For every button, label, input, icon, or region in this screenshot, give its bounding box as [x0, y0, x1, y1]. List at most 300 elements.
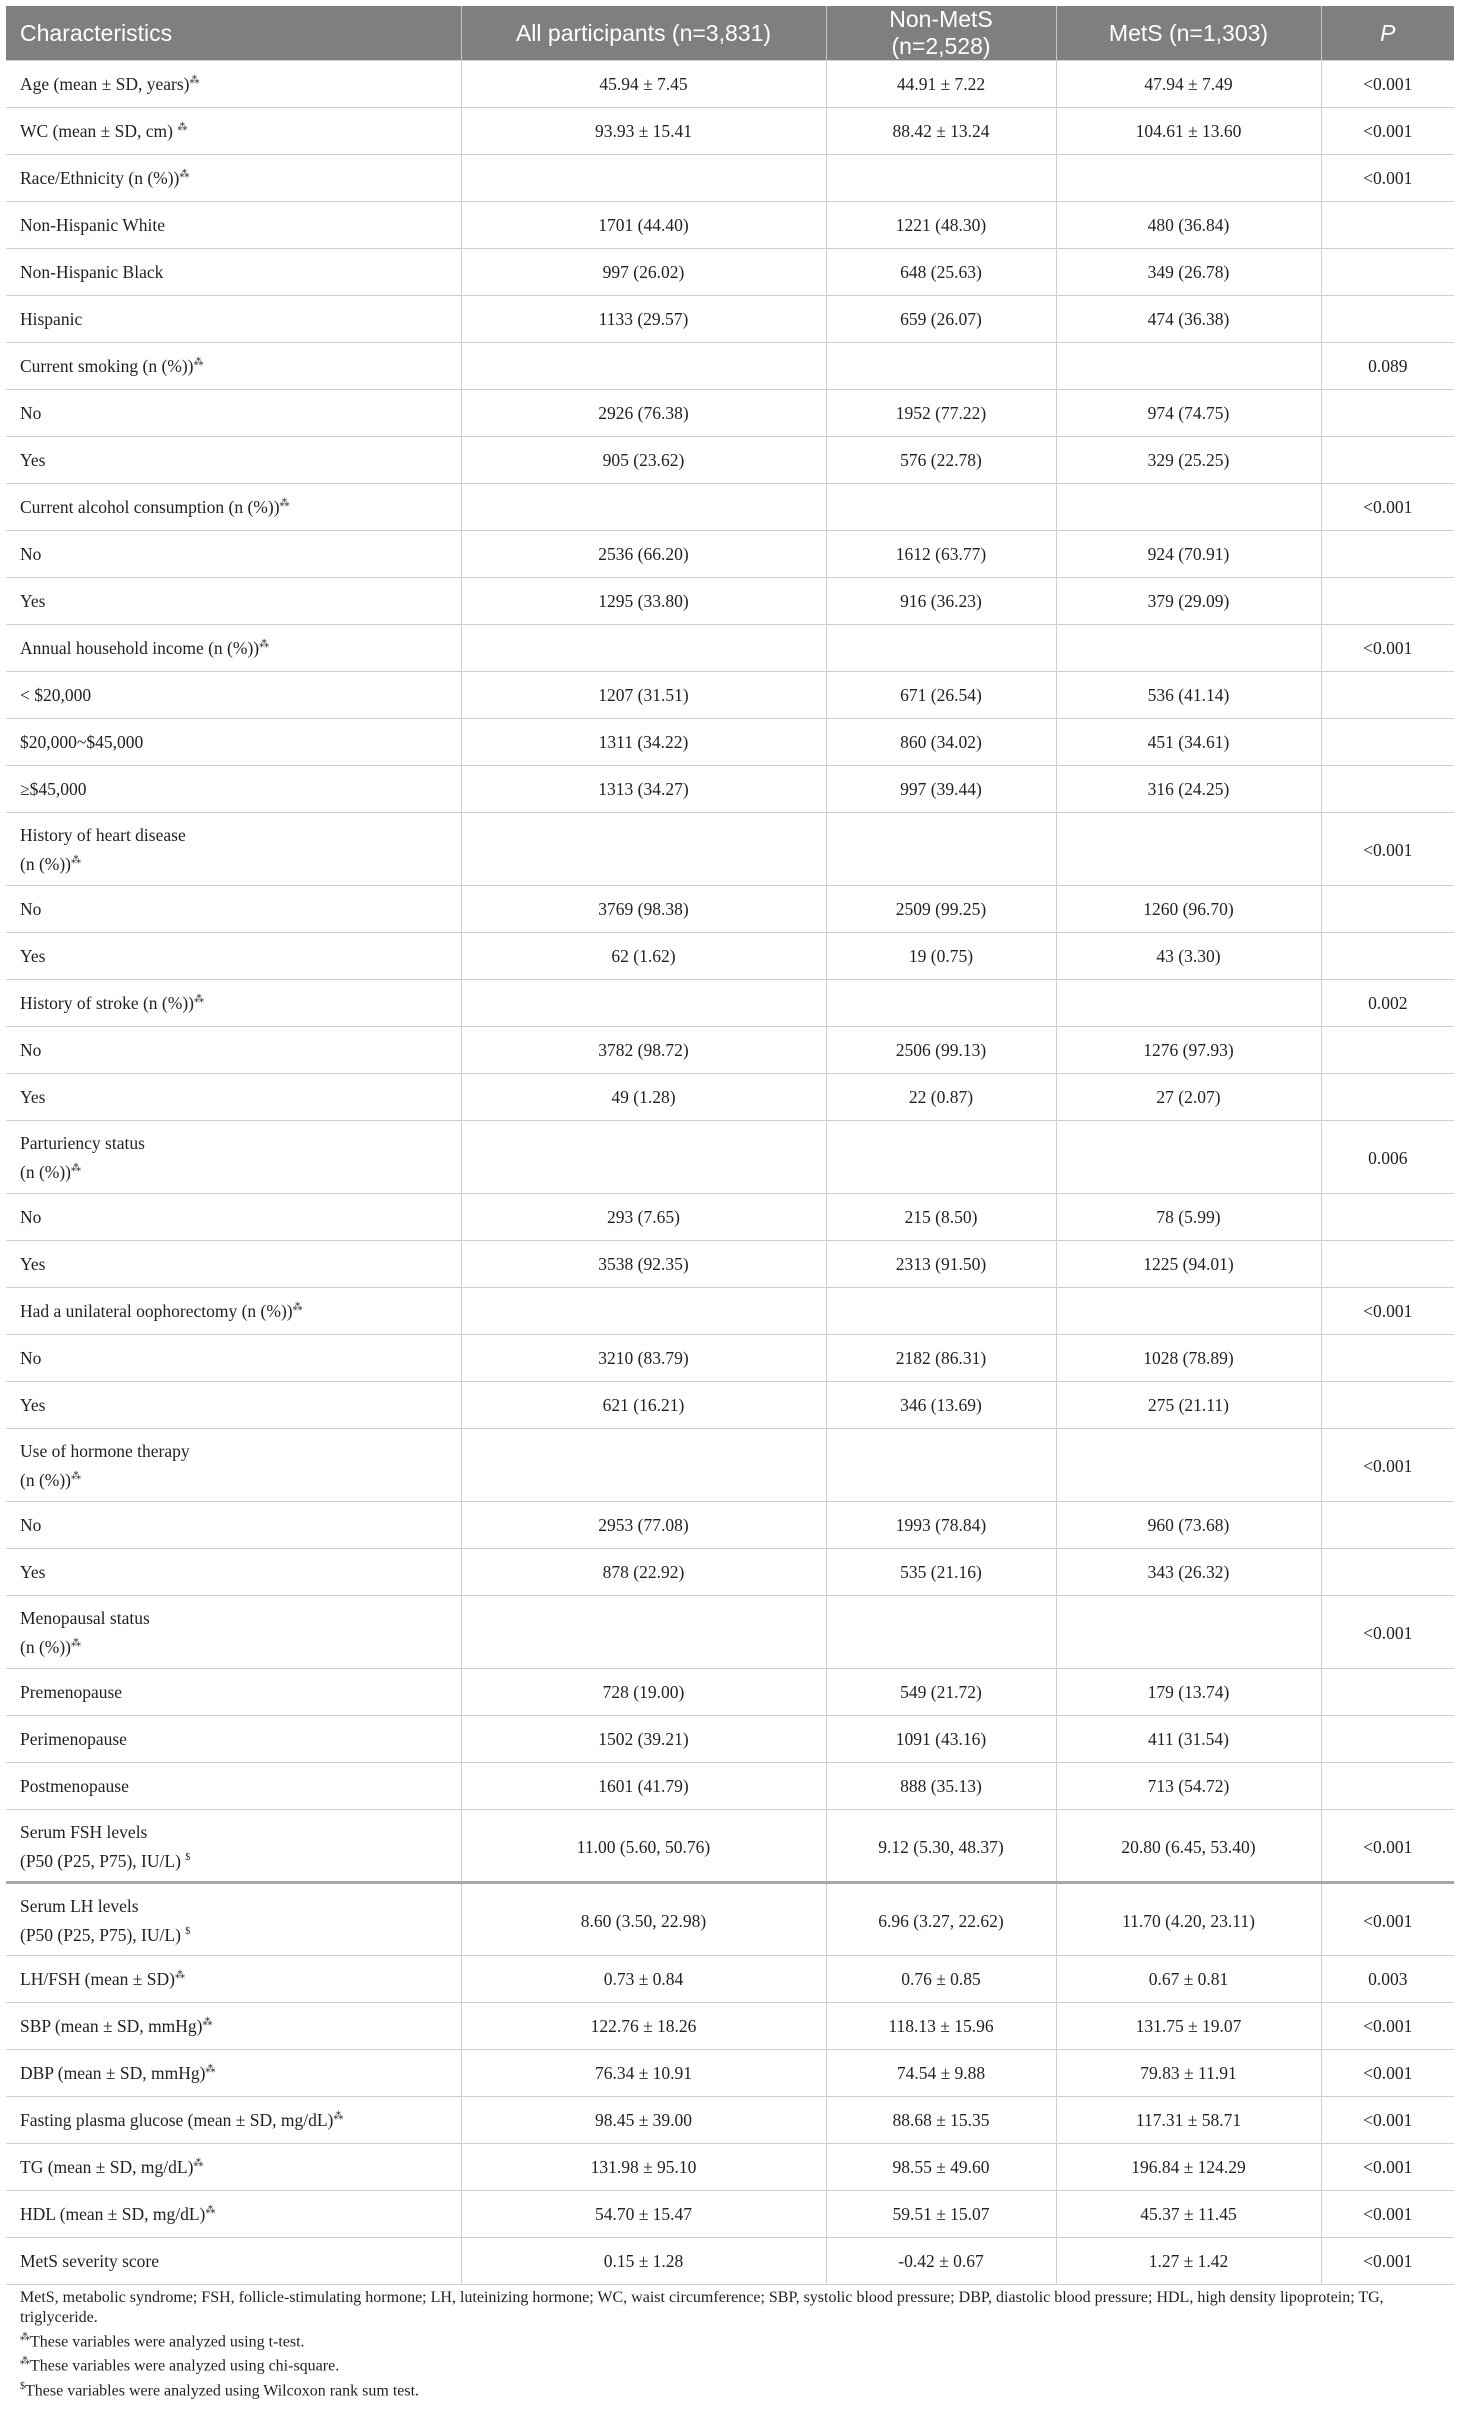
characteristic-cell: [6, 484, 461, 531]
non-mets-cell: 535 (21.16): [826, 1549, 1056, 1596]
table-row: [6, 390, 1454, 437]
non-mets-cell: [826, 1429, 1056, 1502]
characteristic-cell: [6, 1716, 461, 1763]
characteristic-label: No: [20, 402, 42, 423]
footnote-chi-square: [20, 2352, 1450, 2376]
all-participants-cell: 878 (22.92): [461, 1549, 826, 1596]
footnote-text: These variables were analyzed using t-test.: [30, 2333, 305, 2351]
table-row: [6, 1241, 1454, 1288]
footnote-mark: ⁂: [179, 168, 190, 180]
characteristic-label: Current smoking (n (%)): [20, 355, 194, 376]
mets-cell: [1056, 813, 1321, 886]
non-mets-cell: 1993 (78.84): [826, 1502, 1056, 1549]
characteristic-cell: [6, 719, 461, 766]
table-row: [6, 813, 1454, 886]
characteristic-label-line2: (P50 (P25, P75), IU/L): [20, 1850, 186, 1871]
characteristic-cell: [6, 108, 461, 155]
footnote-mark: ⁂: [279, 497, 290, 509]
table-row: [6, 108, 1454, 155]
characteristic-label: Postmenopause: [20, 1775, 129, 1796]
characteristic-label: Premenopause: [20, 1681, 123, 1702]
characteristic-label-line2: (n (%)): [20, 853, 72, 874]
p-value-cell: <0.001: [1321, 61, 1454, 108]
non-mets-cell: 916 (36.23): [826, 578, 1056, 625]
all-participants-cell: 1207 (31.51): [461, 672, 826, 719]
non-mets-cell: 1612 (63.77): [826, 531, 1056, 578]
characteristic-label: Current alcohol consumption (n (%)): [20, 496, 280, 517]
table-row: [6, 202, 1454, 249]
non-mets-cell: [826, 980, 1056, 1027]
table-row: [6, 437, 1454, 484]
characteristic-label: No: [20, 1514, 42, 1535]
all-participants-cell: 1133 (29.57): [461, 296, 826, 343]
mets-cell: 974 (74.75): [1056, 390, 1321, 437]
mets-cell: 480 (36.84): [1056, 202, 1321, 249]
mets-cell: 924 (70.91): [1056, 531, 1321, 578]
table-row: [6, 249, 1454, 296]
table-row: [6, 1810, 1454, 1883]
characteristic-label: History of stroke (n (%)): [20, 992, 194, 1013]
non-mets-cell: 9.12 (5.30, 48.37): [826, 1810, 1056, 1883]
characteristic-label: HDL (mean ± SD, mg/dL): [20, 2203, 206, 2224]
characteristic-cell: [6, 155, 461, 202]
mets-cell: 451 (34.61): [1056, 719, 1321, 766]
all-participants-cell: [461, 980, 826, 1027]
all-participants-cell: 0.15 ± 1.28: [461, 2238, 826, 2285]
p-value-cell: [1321, 1549, 1454, 1596]
non-mets-cell: 2313 (91.50): [826, 1241, 1056, 1288]
mets-cell: [1056, 343, 1321, 390]
mets-cell: [1056, 980, 1321, 1027]
mets-cell: 131.75 ± 19.07: [1056, 2003, 1321, 2050]
table-row: [6, 1335, 1454, 1382]
non-mets-cell: 2506 (99.13): [826, 1027, 1056, 1074]
characteristic-cell: [6, 813, 461, 886]
p-value-cell: [1321, 1716, 1454, 1763]
p-value-cell: [1321, 933, 1454, 980]
mets-cell: [1056, 1288, 1321, 1335]
non-mets-cell: 1091 (43.16): [826, 1716, 1056, 1763]
all-participants-cell: 122.76 ± 18.26: [461, 2003, 826, 2050]
characteristic-label: No: [20, 1039, 42, 1060]
all-participants-cell: 2926 (76.38): [461, 390, 826, 437]
characteristic-cell: [6, 437, 461, 484]
characteristic-label-line2: (n (%)): [20, 1161, 72, 1182]
footnote-mark: ⁂: [174, 1969, 185, 1981]
mets-cell: 1260 (96.70): [1056, 886, 1321, 933]
non-mets-cell: 2509 (99.25): [826, 886, 1056, 933]
table-row: [6, 980, 1454, 1027]
characteristic-label: SBP (mean ± SD, mmHg): [20, 2015, 203, 2036]
footnote-wilcoxon: [20, 2377, 1450, 2401]
header-p-value: P: [1380, 19, 1396, 46]
table-row: [6, 2191, 1454, 2238]
table-row: [6, 1549, 1454, 1596]
p-value-cell: [1321, 766, 1454, 813]
footnote-mark: ⁂: [189, 74, 200, 86]
characteristic-cell: [6, 249, 461, 296]
table-row: [6, 2238, 1454, 2285]
p-value-cell: <0.001: [1321, 1429, 1454, 1502]
characteristic-cell: [6, 531, 461, 578]
p-value-cell: [1321, 1669, 1454, 1716]
characteristic-cell: [6, 1288, 461, 1335]
table-row: [6, 886, 1454, 933]
characteristic-cell: [6, 2097, 461, 2144]
characteristic-label: No: [20, 1206, 42, 1227]
table-footnotes: [20, 2288, 1450, 2401]
table-row: [6, 1382, 1454, 1429]
non-mets-cell: 860 (34.02): [826, 719, 1056, 766]
characteristic-label-line2: (n (%)): [20, 1469, 72, 1490]
characteristic-cell: [6, 1382, 461, 1429]
table-row: [6, 1763, 1454, 1810]
mets-cell: [1056, 1596, 1321, 1669]
characteristic-cell: [6, 2144, 461, 2191]
all-participants-cell: 1295 (33.80): [461, 578, 826, 625]
header-mets: MetS (n=1,303): [1056, 6, 1321, 61]
all-participants-cell: 11.00 (5.60, 50.76): [461, 1810, 826, 1883]
mets-cell: 27 (2.07): [1056, 1074, 1321, 1121]
table-row: [6, 625, 1454, 672]
mets-cell: 411 (31.54): [1056, 1716, 1321, 1763]
characteristic-cell: [6, 1883, 461, 1956]
non-mets-cell: [826, 155, 1056, 202]
all-participants-cell: [461, 1288, 826, 1335]
mets-cell: 329 (25.25): [1056, 437, 1321, 484]
table-row: [6, 1956, 1454, 2003]
characteristic-label: Menopausal status: [20, 1608, 150, 1628]
mets-cell: 275 (21.11): [1056, 1382, 1321, 1429]
footnote-mark: ⁂: [205, 2204, 216, 2216]
mets-cell: [1056, 1121, 1321, 1194]
table-row: [6, 343, 1454, 390]
header-all-participants: All participants (n=3,831): [461, 6, 826, 61]
all-participants-cell: [461, 813, 826, 886]
p-value-cell: 0.002: [1321, 980, 1454, 1027]
characteristic-cell: [6, 1502, 461, 1549]
p-value-cell: 0.089: [1321, 343, 1454, 390]
all-participants-cell: 2536 (66.20): [461, 531, 826, 578]
table-row: [6, 1288, 1454, 1335]
all-participants-cell: 3210 (83.79): [461, 1335, 826, 1382]
mets-cell: 196.84 ± 124.29: [1056, 2144, 1321, 2191]
all-participants-cell: 997 (26.02): [461, 249, 826, 296]
footnote-mark: ⁂: [177, 121, 188, 133]
all-participants-cell: 293 (7.65): [461, 1194, 826, 1241]
mets-cell: 713 (54.72): [1056, 1763, 1321, 1810]
table-row: [6, 1502, 1454, 1549]
non-mets-cell: 215 (8.50): [826, 1194, 1056, 1241]
mets-cell: [1056, 155, 1321, 202]
non-mets-cell: [826, 1288, 1056, 1335]
all-participants-cell: [461, 625, 826, 672]
mets-cell: 104.61 ± 13.60: [1056, 108, 1321, 155]
non-mets-cell: 22 (0.87): [826, 1074, 1056, 1121]
characteristic-label: Race/Ethnicity (n (%)): [20, 167, 180, 188]
all-participants-cell: 1502 (39.21): [461, 1716, 826, 1763]
footnote-mark: ⁂: [193, 2157, 204, 2169]
all-participants-cell: 1311 (34.22): [461, 719, 826, 766]
characteristic-cell: [6, 1763, 461, 1810]
footnote-mark: ⁂: [71, 1471, 82, 1482]
p-value-cell: <0.001: [1321, 1596, 1454, 1669]
mets-cell: 349 (26.78): [1056, 249, 1321, 296]
all-participants-cell: 93.93 ± 15.41: [461, 108, 826, 155]
characteristic-cell: [6, 296, 461, 343]
p-value-cell: <0.001: [1321, 2097, 1454, 2144]
all-participants-cell: 2953 (77.08): [461, 1502, 826, 1549]
p-value-cell: [1321, 719, 1454, 766]
all-participants-cell: 1313 (34.27): [461, 766, 826, 813]
characteristic-label: Yes: [20, 1561, 46, 1582]
p-value-cell: <0.001: [1321, 1288, 1454, 1335]
table-row: [6, 1074, 1454, 1121]
all-participants-cell: 0.73 ± 0.84: [461, 1956, 826, 2003]
table-row: [6, 61, 1454, 108]
characteristic-label-line2: (n (%)): [20, 1636, 72, 1657]
p-value-cell: [1321, 1335, 1454, 1382]
characteristic-label: Yes: [20, 1253, 46, 1274]
characteristic-cell: [6, 202, 461, 249]
characteristic-cell: [6, 1074, 461, 1121]
p-value-cell: <0.001: [1321, 1810, 1454, 1883]
table-row: [6, 2003, 1454, 2050]
non-mets-cell: 576 (22.78): [826, 437, 1056, 484]
non-mets-cell: 88.42 ± 13.24: [826, 108, 1056, 155]
all-participants-cell: 8.60 (3.50, 22.98): [461, 1883, 826, 1956]
table-row: [6, 1596, 1454, 1669]
table-row: [6, 719, 1454, 766]
mets-cell: 45.37 ± 11.45: [1056, 2191, 1321, 2238]
p-value-cell: [1321, 1382, 1454, 1429]
p-value-cell: <0.001: [1321, 2238, 1454, 2285]
non-mets-cell: 44.91 ± 7.22: [826, 61, 1056, 108]
characteristic-label: Use of hormone therapy: [20, 1441, 190, 1461]
non-mets-cell: [826, 343, 1056, 390]
all-participants-cell: 621 (16.21): [461, 1382, 826, 1429]
p-value-cell: 0.003: [1321, 1956, 1454, 2003]
p-value-cell: <0.001: [1321, 2003, 1454, 2050]
characteristic-cell: [6, 61, 461, 108]
table-row: [6, 1121, 1454, 1194]
characteristic-label: Yes: [20, 1086, 46, 1107]
characteristic-cell: [6, 1669, 461, 1716]
non-mets-cell: 74.54 ± 9.88: [826, 2050, 1056, 2097]
header-non-mets: Non-MetS (n=2,528): [826, 6, 1056, 61]
all-participants-cell: 728 (19.00): [461, 1669, 826, 1716]
characteristic-label: History of heart disease: [20, 825, 186, 845]
characteristic-cell: [6, 2003, 461, 2050]
characteristic-label: Parturiency status: [20, 1133, 145, 1153]
characteristic-cell: [6, 1429, 461, 1502]
non-mets-cell: 648 (25.63): [826, 249, 1056, 296]
all-participants-cell: 3782 (98.72): [461, 1027, 826, 1074]
table-row: [6, 1716, 1454, 1763]
p-value-cell: <0.001: [1321, 813, 1454, 886]
footnote-mark: ⁂: [71, 855, 82, 866]
table-row: [6, 672, 1454, 719]
characteristic-label: Yes: [20, 945, 46, 966]
characteristic-cell: [6, 390, 461, 437]
non-mets-cell: [826, 1596, 1056, 1669]
footnote-mark: ⁂: [292, 1301, 303, 1313]
characteristic-label: ≥$45,000: [20, 778, 87, 799]
table-row: [6, 296, 1454, 343]
characteristic-label: Yes: [20, 590, 46, 611]
all-participants-cell: 3538 (92.35): [461, 1241, 826, 1288]
p-value-cell: [1321, 578, 1454, 625]
table-row: [6, 2097, 1454, 2144]
p-value-cell: [1321, 202, 1454, 249]
table-row: [6, 155, 1454, 202]
p-value-cell: <0.001: [1321, 2191, 1454, 2238]
characteristic-cell: [6, 2050, 461, 2097]
characteristic-label: Yes: [20, 449, 46, 470]
non-mets-cell: 6.96 (3.27, 22.62): [826, 1883, 1056, 1956]
non-mets-cell: 98.55 ± 49.60: [826, 2144, 1056, 2191]
abbreviations-note: MetS, metabolic syndrome; FSH, follicle-stimulating hormone; LH, luteinizing hormone; WC, waist circumference; SBP, systolic blood pressure; DBP, diastolic blood pressure; HDL, high density lipoprotein; TG, triglyceride.: [20, 2289, 1384, 2326]
all-participants-cell: [461, 1121, 826, 1194]
all-participants-cell: [461, 1596, 826, 1669]
non-mets-cell: 659 (26.07): [826, 296, 1056, 343]
mets-cell: 20.80 (6.45, 53.40): [1056, 1810, 1321, 1883]
all-participants-cell: 62 (1.62): [461, 933, 826, 980]
all-participants-cell: 76.34 ± 10.91: [461, 2050, 826, 2097]
table-header: [6, 6, 1454, 61]
characteristic-cell: [6, 886, 461, 933]
non-mets-cell: [826, 484, 1056, 531]
characteristic-label: Non-Hispanic Black: [20, 261, 164, 282]
mets-cell: 316 (24.25): [1056, 766, 1321, 813]
p-value-cell: <0.001: [1321, 2144, 1454, 2191]
p-value-cell: [1321, 1502, 1454, 1549]
characteristic-label: DBP (mean ± SD, mmHg): [20, 2062, 206, 2083]
characteristic-label: < $20,000: [20, 684, 92, 705]
footnote-mark: ⁂: [202, 2016, 213, 2028]
p-value-cell: 0.006: [1321, 1121, 1454, 1194]
all-participants-cell: [461, 155, 826, 202]
characteristic-label: LH/FSH (mean ± SD): [20, 1968, 175, 1989]
characteristic-cell: [6, 1335, 461, 1382]
non-mets-cell: 88.68 ± 15.35: [826, 2097, 1056, 2144]
table-row: [6, 766, 1454, 813]
p-value-cell: [1321, 531, 1454, 578]
characteristic-cell: [6, 625, 461, 672]
mets-cell: 343 (26.32): [1056, 1549, 1321, 1596]
p-value-cell: <0.001: [1321, 155, 1454, 202]
mets-cell: 1028 (78.89): [1056, 1335, 1321, 1382]
p-value-cell: [1321, 296, 1454, 343]
p-value-cell: [1321, 1241, 1454, 1288]
mets-cell: 379 (29.09): [1056, 578, 1321, 625]
characteristic-cell: [6, 1810, 461, 1883]
characteristic-label: Perimenopause: [20, 1728, 127, 1749]
table-row: [6, 933, 1454, 980]
table-row: [6, 1027, 1454, 1074]
p-value-cell: [1321, 672, 1454, 719]
non-mets-cell: [826, 813, 1056, 886]
footnote-text: These variables were analyzed using chi-square.: [30, 2357, 340, 2375]
footnote-mark: ⁂: [205, 2063, 216, 2075]
characteristic-cell: [6, 1596, 461, 1669]
p-value-cell: [1321, 1027, 1454, 1074]
characteristic-cell: [6, 1027, 461, 1074]
characteristic-cell: [6, 1956, 461, 2003]
p-value-cell: [1321, 249, 1454, 296]
characteristic-label: No: [20, 898, 42, 919]
characteristic-label: Non-Hispanic White: [20, 214, 165, 235]
non-mets-cell: 671 (26.54): [826, 672, 1056, 719]
non-mets-cell: 346 (13.69): [826, 1382, 1056, 1429]
table-row: [6, 2144, 1454, 2191]
footnote-mark: ⁂: [20, 2356, 30, 2368]
footnote-mark: $: [185, 1852, 191, 1863]
table-row: [6, 1669, 1454, 1716]
all-participants-cell: 131.98 ± 95.10: [461, 2144, 826, 2191]
characteristic-label: Serum LH levels: [20, 1896, 139, 1916]
all-participants-cell: 3769 (98.38): [461, 886, 826, 933]
p-value-cell: [1321, 1763, 1454, 1810]
p-value-cell: <0.001: [1321, 2050, 1454, 2097]
all-participants-cell: 45.94 ± 7.45: [461, 61, 826, 108]
non-mets-cell: 2182 (86.31): [826, 1335, 1056, 1382]
mets-cell: 1.27 ± 1.42: [1056, 2238, 1321, 2285]
footnote-mark: ⁂: [333, 2110, 344, 2122]
p-value-cell: <0.001: [1321, 1883, 1454, 1956]
characteristic-label: TG (mean ± SD, mg/dL): [20, 2156, 194, 2177]
characteristic-label: Hispanic: [20, 308, 83, 329]
characteristic-cell: [6, 1121, 461, 1194]
mets-cell: 960 (73.68): [1056, 1502, 1321, 1549]
non-mets-cell: 549 (21.72): [826, 1669, 1056, 1716]
characteristic-cell: [6, 2191, 461, 2238]
non-mets-cell: [826, 1121, 1056, 1194]
header-characteristics: Characteristics: [6, 6, 461, 61]
characteristic-label: Yes: [20, 1394, 46, 1415]
characteristic-label: MetS severity score: [20, 2250, 159, 2271]
characteristic-label: WC (mean ± SD, cm): [20, 120, 178, 141]
table-row: [6, 484, 1454, 531]
mets-cell: [1056, 1429, 1321, 1502]
table-row: [6, 531, 1454, 578]
footnote-mark: ⁂: [259, 638, 270, 650]
all-participants-cell: 905 (23.62): [461, 437, 826, 484]
table-body: [6, 61, 1454, 2285]
characteristic-label-line2: (P50 (P25, P75), IU/L): [20, 1924, 186, 1945]
mets-cell: 536 (41.14): [1056, 672, 1321, 719]
characteristics-table: [6, 6, 1454, 2285]
non-mets-cell: 888 (35.13): [826, 1763, 1056, 1810]
characteristic-label: Serum FSH levels: [20, 1822, 148, 1842]
all-participants-cell: 49 (1.28): [461, 1074, 826, 1121]
footnote-mark: $: [185, 1926, 191, 1937]
characteristic-label: Age (mean ± SD, years): [20, 73, 190, 94]
characteristic-cell: [6, 980, 461, 1027]
characteristic-label: No: [20, 543, 42, 564]
p-value-cell: [1321, 390, 1454, 437]
footnote-mark: ⁂: [193, 993, 204, 1005]
non-mets-cell: 19 (0.75): [826, 933, 1056, 980]
all-participants-cell: [461, 484, 826, 531]
footnote-mark: ⁂: [20, 2332, 30, 2343]
p-value-cell: <0.001: [1321, 625, 1454, 672]
mets-cell: 43 (3.30): [1056, 933, 1321, 980]
all-participants-cell: 1601 (41.79): [461, 1763, 826, 1810]
non-mets-cell: -0.42 ± 0.67: [826, 2238, 1056, 2285]
p-value-cell: [1321, 1074, 1454, 1121]
non-mets-cell: 0.76 ± 0.85: [826, 1956, 1056, 2003]
